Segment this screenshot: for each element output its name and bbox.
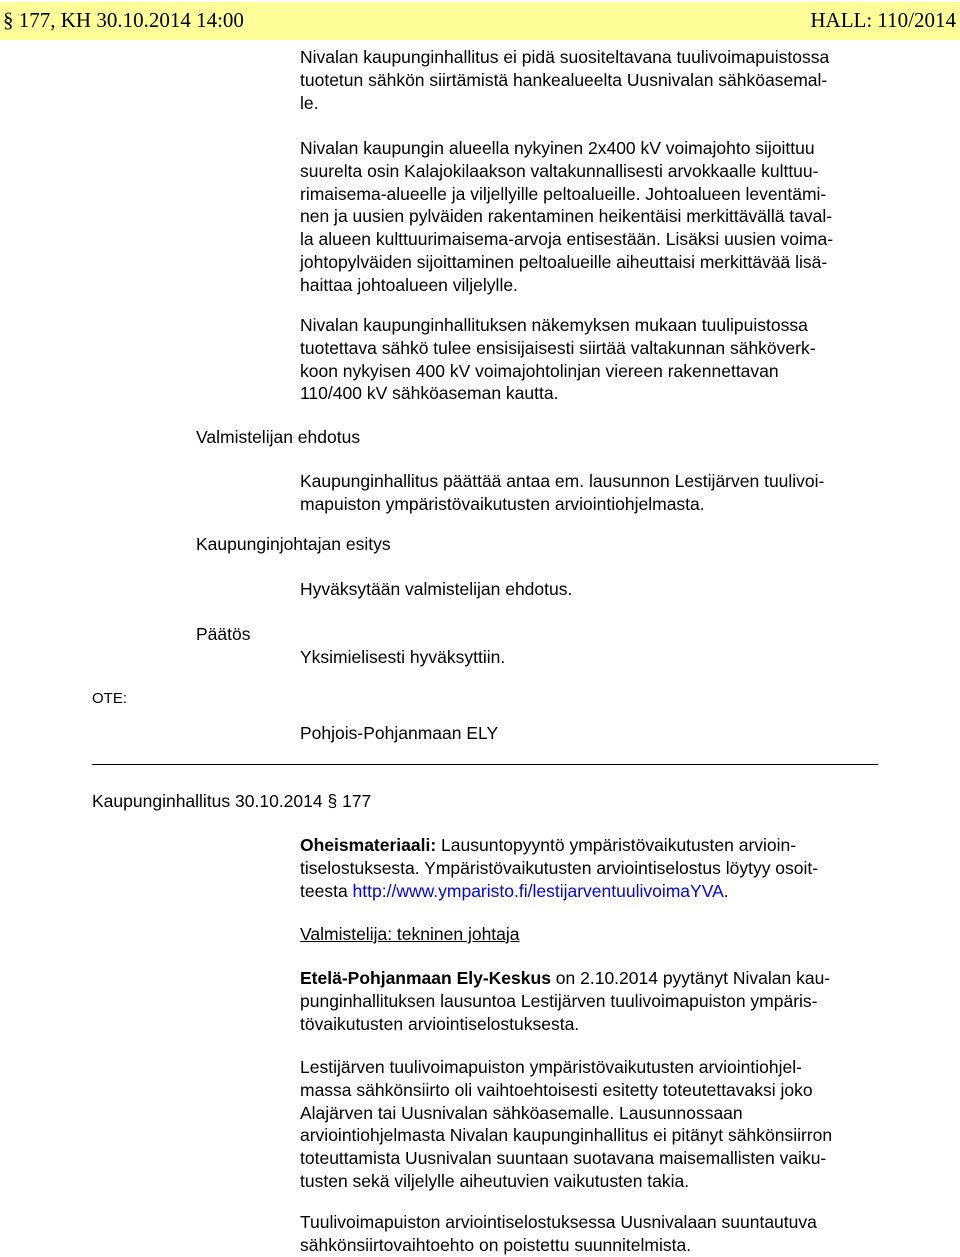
yva-link[interactable]: http://www.ymparisto.fi/lestijarventuulivoimaYVA [352,880,724,901]
paragraph-voimajohto: Nivalan kaupungin alueella nykyinen 2x400 kV voimajohto sijoittuu suurelta osin Kalajokilaakson valtakunnallisesti arvokkaalle kulttuu- rimaisema-alueelle ja viljellyille peltoalueille. Johtoalueen leventämi- nen ja uusien pylväiden rakentaminen heikentäisi merkittävällä taval- la alueen kulttuurimaisema-arvoja entisestään. Lisäksi uusien voima- johtopylväiden sijoittaminen peltoalueille aiheuttaisi merkittävää lisä- haittaa johtoalueen viljelylle. [300,138,834,295]
paragraph-arviointiohjelma: Lestijärven tuulivoimapuiston ympäristövaikutusten arviointiohjel- massa sähkönsiirto oli vaihtoehtoisesti esitetty toteutettavaksi joko Alajärven tai Uusnivalan sähköasemalle. Lausunnossaan arviointiohjelmasta Nivalan kaupunginhallitus ei pitänyt sähkönsiirron toteuttamista Uusnivalan suuntaan suotavana maisemallisten vaiku- tusten sekä viljelylle aiheutuvien vaikutusten takia. [300,1057,833,1191]
paragraph-siirto-kanta: Nivalan kaupunginhallitus ei pidä suositeltavana tuulivoimapuistossa tuotetun sähkön siirtämistä hankealueelta Uusnivalan sähköasemal- le. [300,47,830,113]
section-divider [92,764,878,765]
paragraph-paatos: Yksimielisesti hyväksyttiin. [300,647,506,667]
label-valmistelijan-ehdotus: Valmistelijan ehdotus [196,427,361,447]
header-hall-ref: HALL: 110/2014 [810,8,956,32]
label-kaupunginhallitus-section: Kaupunginhallitus 30.10.2014 § 177 [92,791,372,811]
paragraph-ely-pyynto: Etelä-Pohjanmaan Ely-Keskus on 2.10.2014 pyytänyt Nivalan kau- punginhallituksen lausuntoa Lestijärven tuulivoimapuiston ympäris- tövaikutusten arviointiselostuksesta. [300,968,831,1034]
header-section-ref: § 177, KH 30.10.2014 14:00 [3,8,244,32]
paragraph-ehdotus: Kaupunginhallitus päättää antaa em. lausunnon Lestijärven tuulivoi- mapuiston ympäristövaikutusten arviointiohjelmasta. [300,471,825,514]
oheismateriaali-label: Oheismateriaali: [300,835,437,855]
paragraph-nakemys: Nivalan kaupunginhallituksen näkemyksen mukaan tuulipuistossa tuotettava sähkö tulee ensisijaisesti siirtää valtakunnan sähköverk- koon nykyisen 400 kV voimajohtolinjan viereen rakennettavan 110/400 kV sähköaseman kautta. [300,315,816,404]
paragraph-esitys: Hyväksytään valmistelijan ehdotus. [300,579,573,599]
valmistelija-line: Valmistelija: tekninen johtaja [300,924,520,944]
label-ote: OTE: [92,690,128,707]
label-paatos: Päätös [196,624,251,644]
paragraph-ote-recipient: Pohjois-Pohjanmaan ELY [300,723,499,743]
label-kaupunginjohtajan-esitys: Kaupunginjohtajan esitys [196,534,391,554]
paragraph-arviointiselostus: Tuulivoimapuiston arviointiselostuksessa Uusnivalaan suuntautuva sähkönsiirtovaihtoehto on poistettu suunnitelmista. [300,1212,817,1255]
ely-keskus-name: Etelä-Pohjanmaan Ely-Keskus [300,968,551,988]
document-header [0,2,960,40]
paragraph-oheismateriaali: Oheismateriaali: Lausuntopyyntö ympäristövaikutusten arvioin- tiselostuksesta. Ympäristövaikutusten arviointiselostus löytyy osoit- teesta http://www.ymparisto.fi/lestijarventuulivoimaYVA. [300,835,819,901]
